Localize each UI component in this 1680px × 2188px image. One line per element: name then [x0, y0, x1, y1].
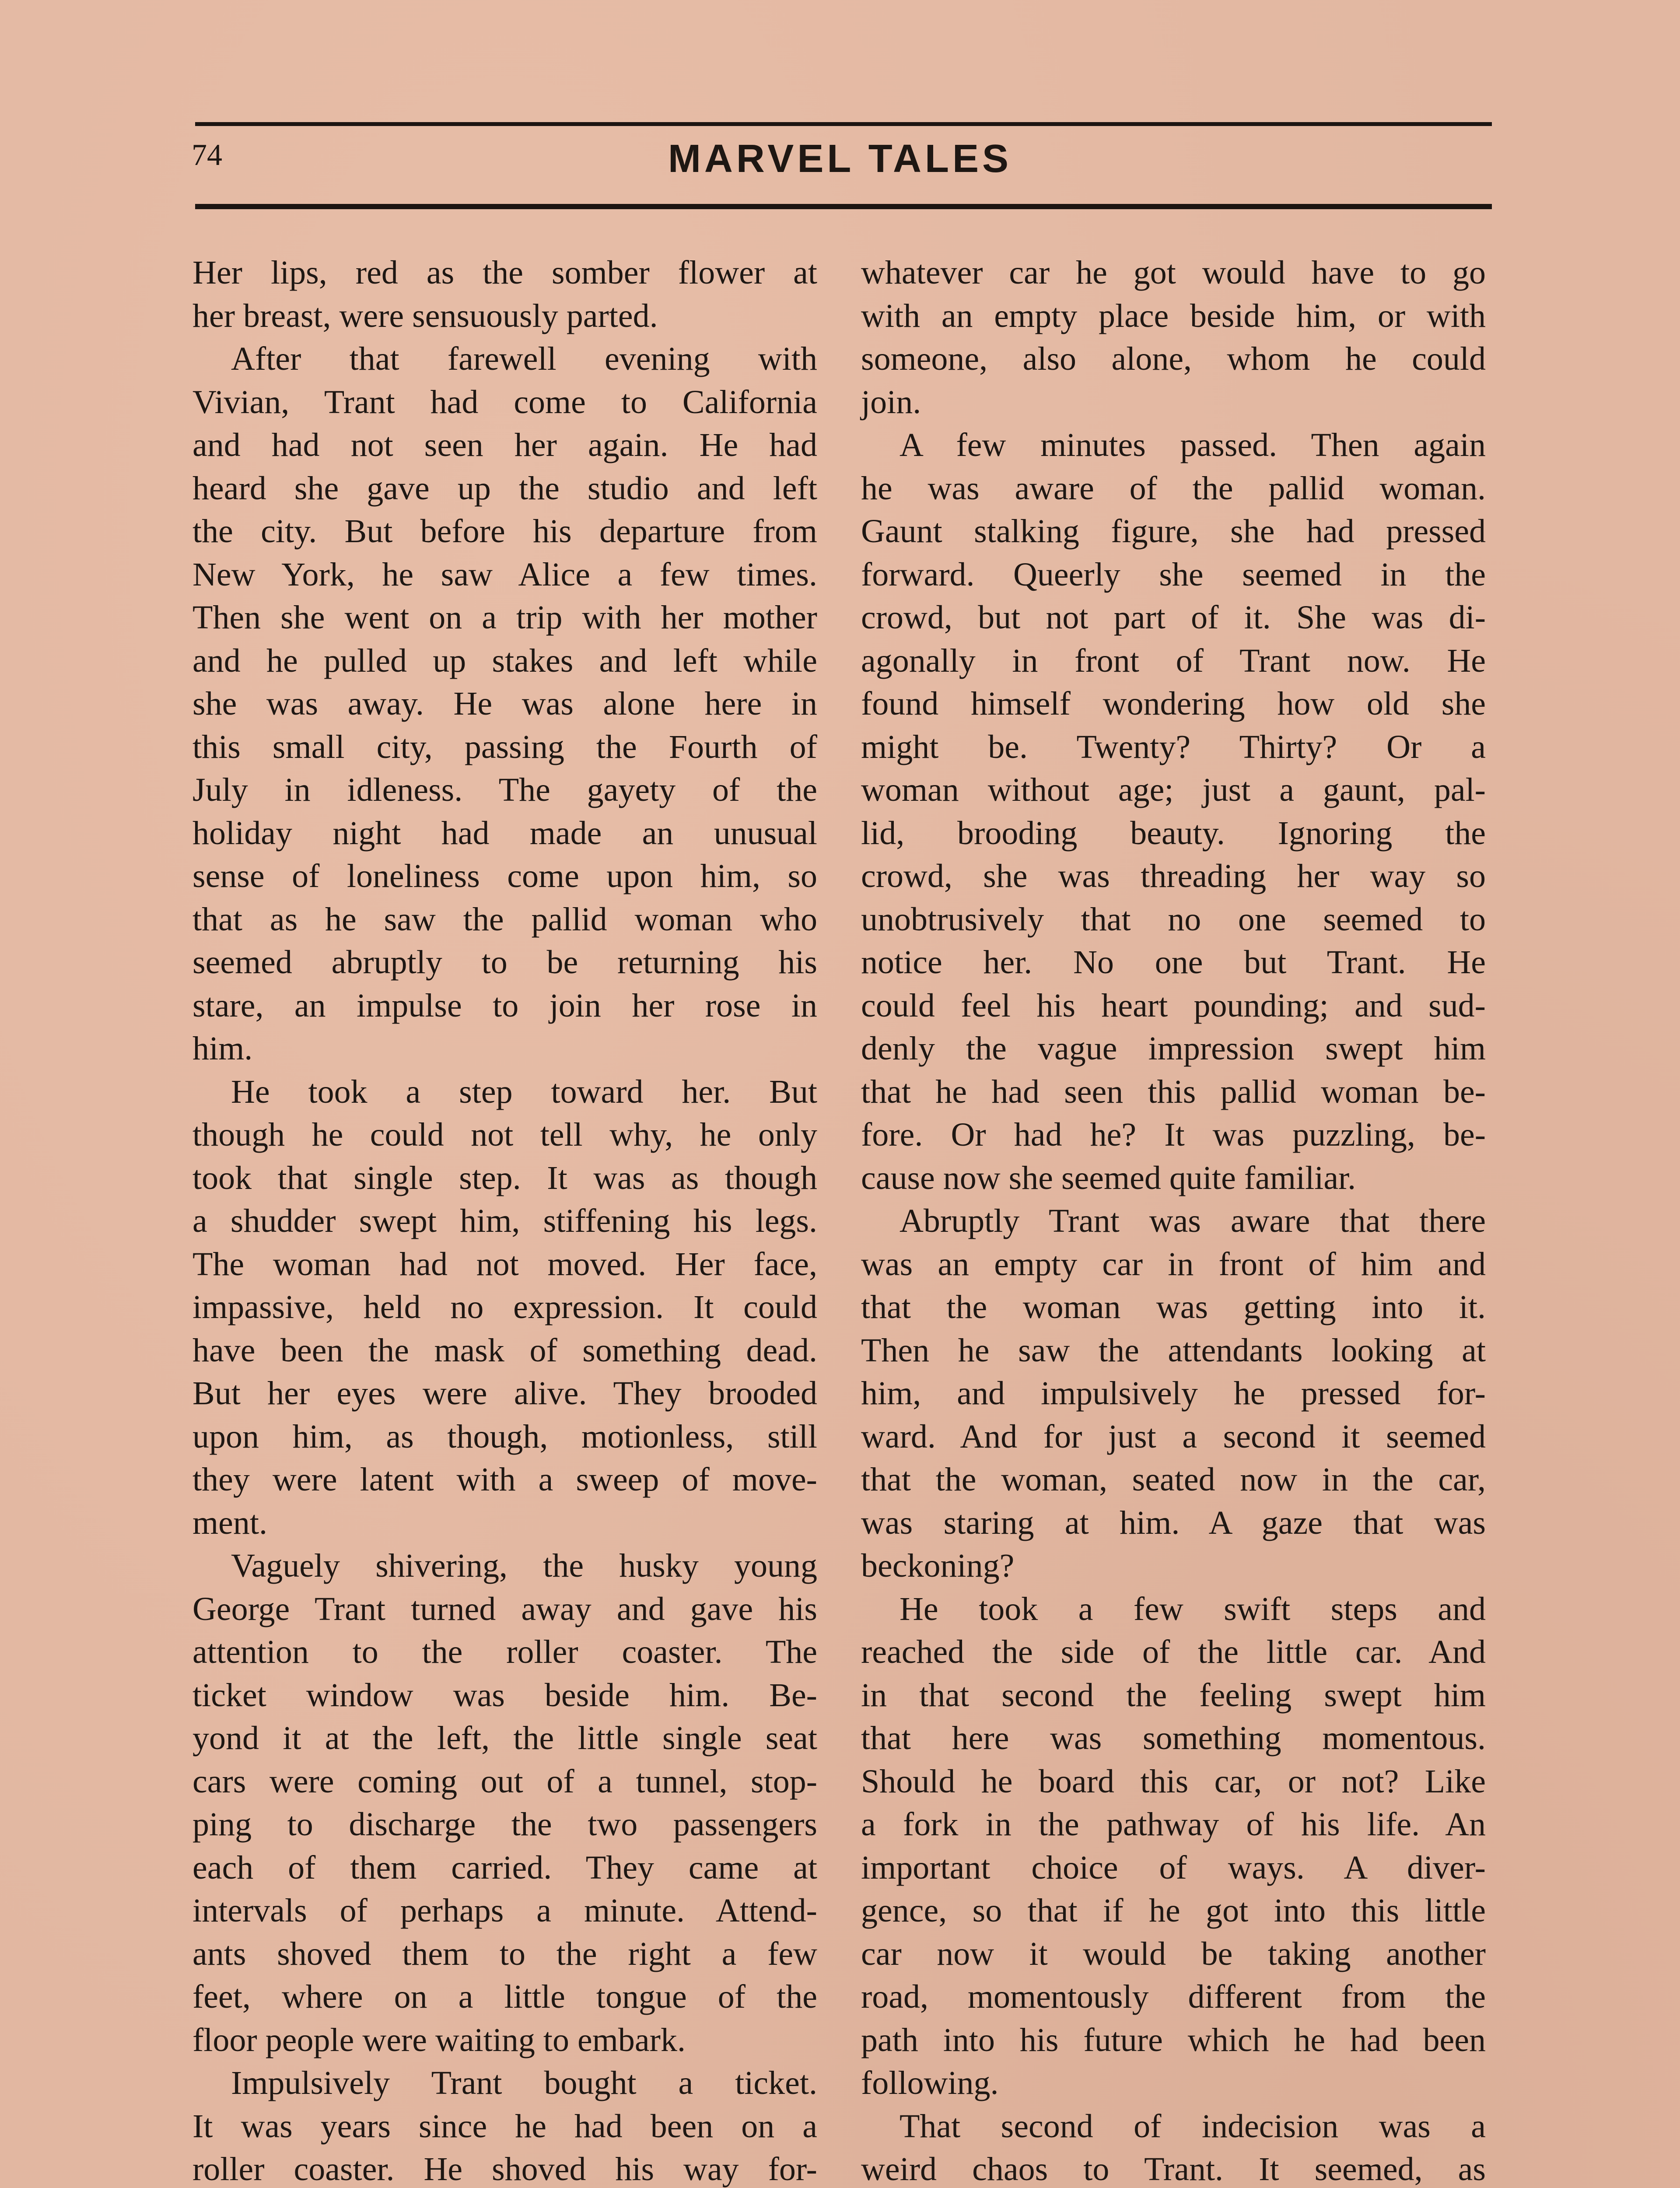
- header-rule-top: [195, 122, 1492, 126]
- text-line: New York, he saw Alice a few times.: [192, 556, 817, 593]
- text-line: and he pulled up stakes and left while: [192, 642, 817, 679]
- text-line: that the woman was getting into it.: [861, 1289, 1486, 1325]
- text-line: with an empty place beside him, or with: [861, 297, 1486, 334]
- text-line: though he could not tell why, he only: [192, 1116, 817, 1153]
- text-line: could feel his heart pounding; and sud-: [861, 987, 1486, 1024]
- text-line: was staring at him. A gaze that was: [861, 1504, 1486, 1541]
- text-line: took that single step. It was as though: [192, 1159, 817, 1196]
- text-line: that the woman, seated now in the car,: [861, 1461, 1486, 1498]
- text-line: each of them carried. They came at: [192, 1849, 817, 1886]
- text-line: important choice of ways. A diver-: [861, 1849, 1486, 1886]
- text-line: crowd, she was threading her way so: [861, 858, 1486, 894]
- page-number: 74: [192, 138, 222, 172]
- text-line: a fork in the pathway of his life. An: [861, 1806, 1486, 1843]
- text-line: lid, brooding beauty. Ignoring the: [861, 814, 1486, 852]
- text-line: woman without age; just a gaunt, pal-: [861, 771, 1486, 808]
- text-line: ward. And for just a second it seemed: [861, 1418, 1486, 1455]
- text-line: floor people were waiting to embark.: [192, 2021, 686, 2058]
- text-line: him, and impulsively he pressed for-: [861, 1375, 1486, 1412]
- text-line: whatever car he got would have to go: [861, 254, 1486, 291]
- text-line: cause now she seemed quite familiar.: [861, 1159, 1356, 1196]
- text-line: A few minutes passed. Then again: [900, 427, 1486, 463]
- text-line: reached the side of the little car. And: [861, 1634, 1486, 1670]
- text-line: that he had seen this pallid woman be-: [861, 1073, 1486, 1110]
- text-line: ment.: [192, 1504, 267, 1541]
- text-line: ants shoved them to the right a few: [192, 1935, 817, 1972]
- text-line: roller coaster. He shoved his way for-: [192, 2151, 817, 2188]
- text-line: path into his future which he had been: [861, 2021, 1486, 2058]
- text-line: found himself wondering how old she: [861, 685, 1486, 722]
- text-column-left: [192, 251, 817, 2188]
- text-line: gence, so that if he got into this little: [861, 1892, 1486, 1929]
- text-line: intervals of perhaps a minute. Attend-: [192, 1892, 817, 1929]
- text-line: Then he saw the attendants looking at: [861, 1332, 1486, 1369]
- text-line: George Trant turned away and gave his: [192, 1590, 817, 1627]
- magazine-title: MARVEL TALES: [668, 137, 1012, 181]
- text-line: Her lips, red as the somber flower at: [192, 254, 817, 291]
- text-line: Gaunt stalking figure, she had pressed: [861, 513, 1486, 550]
- text-line: impassive, held no expression. It could: [192, 1289, 817, 1325]
- text-line: they were latent with a sweep of move-: [192, 1461, 817, 1498]
- text-line: and had not seen her again. He had: [192, 427, 817, 463]
- text-line: someone, also alone, whom he could: [861, 340, 1486, 377]
- text-line: this small city, passing the Fourth of: [192, 728, 817, 765]
- text-line: Abruptly Trant was aware that there: [900, 1203, 1486, 1239]
- text-line: that here was something momentous.: [861, 1720, 1486, 1757]
- text-line: July in idleness. The gayety of the: [192, 771, 817, 808]
- text-line: agonally in front of Trant now. He: [861, 642, 1486, 679]
- text-line: a shudder swept him, stiffening his legs.: [192, 1203, 817, 1239]
- text-line: ticket window was beside him. Be-: [192, 1676, 817, 1714]
- text-line: heard she gave up the studio and left: [192, 470, 817, 507]
- text-line: He took a step toward her. But: [231, 1073, 817, 1110]
- text-line: sense of loneliness come upon him, so: [192, 858, 817, 894]
- text-line: road, momentously different from the: [861, 1978, 1486, 2015]
- text-line: cars were coming out of a tunnel, stop-: [192, 1763, 817, 1800]
- text-line: forward. Queerly she seemed in the: [861, 556, 1486, 593]
- text-line: crowd, but not part of it. She was di-: [861, 599, 1486, 636]
- text-line: that as he saw the pallid woman who: [192, 901, 817, 938]
- text-line: It was years since he had been on a: [192, 2107, 817, 2145]
- text-line: But her eyes were alive. They brooded: [192, 1375, 817, 1412]
- text-line: denly the vague impression swept him: [861, 1030, 1486, 1067]
- text-line: her breast, were sensuously parted.: [192, 297, 658, 334]
- text-line: notice her. No one but Trant. He: [861, 944, 1486, 981]
- text-line: have been the mask of something dead.: [192, 1332, 817, 1369]
- text-line: feet, where on a little tongue of the: [192, 1978, 817, 2015]
- text-line: Impulsively Trant bought a ticket.: [231, 2065, 817, 2101]
- text-line: he was aware of the pallid woman.: [861, 470, 1486, 507]
- text-line: ping to discharge the two passengers: [192, 1806, 817, 1843]
- text-column-right: [861, 251, 1486, 2188]
- text-line: in that second the feeling swept him: [861, 1676, 1486, 1714]
- text-line: holiday night had made an unusual: [192, 814, 817, 852]
- text-line: Should he board this car, or not? Like: [861, 1763, 1486, 1800]
- text-line: the city. But before his departure from: [192, 513, 817, 550]
- text-line: attention to the roller coaster. The: [192, 1634, 817, 1670]
- text-line: seemed abruptly to be returning his: [192, 944, 817, 981]
- text-line: was an empty car in front of him and: [861, 1245, 1486, 1283]
- text-line: Vaguely shivering, the husky young: [231, 1547, 817, 1584]
- text-line: yond it at the left, the little single seat: [192, 1720, 817, 1757]
- text-line: might be. Twenty? Thirty? Or a: [861, 728, 1486, 765]
- text-line: upon him, as though, motionless, still: [192, 1418, 817, 1455]
- text-line: fore. Or had he? It was puzzling, be-: [861, 1116, 1486, 1153]
- text-line: weird chaos to Trant. It seemed, as: [861, 2151, 1486, 2188]
- text-line: After that farewell evening with: [231, 340, 817, 377]
- text-line: Then she went on a trip with her mother: [192, 599, 817, 636]
- text-line: That second of indecision was a: [900, 2107, 1486, 2145]
- text-line: she was away. He was alone here in: [192, 685, 817, 722]
- text-line: He took a few swift steps and: [900, 1590, 1486, 1627]
- text-line: following.: [861, 2065, 999, 2101]
- text-line: join.: [861, 383, 921, 421]
- text-line: beckoning?: [861, 1547, 1015, 1584]
- text-line: unobtrusively that no one seemed to: [861, 901, 1486, 938]
- header-rule-bottom: [195, 204, 1492, 209]
- text-line: him.: [192, 1030, 253, 1067]
- text-line: car now it would be taking another: [861, 1935, 1486, 1972]
- text-line: Vivian, Trant had come to California: [192, 383, 817, 421]
- text-line: The woman had not moved. Her face,: [192, 1245, 817, 1283]
- text-line: stare, an impulse to join her rose in: [192, 987, 817, 1024]
